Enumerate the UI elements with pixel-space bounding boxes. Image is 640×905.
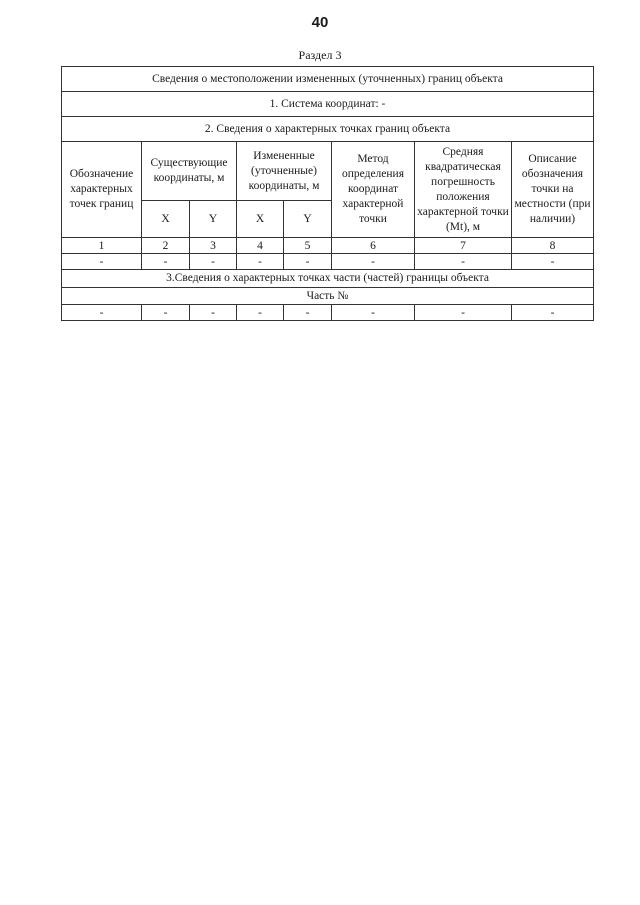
page-number: 40 <box>311 14 329 31</box>
part-label: Часть № <box>62 288 594 305</box>
header-description: Описание обозначения точки на местности (при наличии) <box>512 142 594 238</box>
table-title: Сведения о местоположении измененных (уточненных) границ объекта <box>62 67 594 92</box>
table-cell: - <box>512 305 594 321</box>
header-point-designation: Обозначение характерных точек границ <box>62 142 142 238</box>
table-cell: - <box>190 305 237 321</box>
column-number: 8 <box>512 238 594 254</box>
column-number: 5 <box>284 238 332 254</box>
header-existing-x: X <box>142 201 190 238</box>
header-existing-coords: Существующие координаты, м <box>142 142 237 201</box>
table-cell: - <box>332 305 415 321</box>
header-changed-x: X <box>237 201 284 238</box>
column-number: 7 <box>415 238 512 254</box>
section-label: Раздел 3 <box>298 48 342 62</box>
table-cell: - <box>237 305 284 321</box>
parts-section-header: 3.Сведения о характерных точках части (частей) границы объекта <box>62 270 594 288</box>
table-cell: - <box>332 254 415 270</box>
table-cell: - <box>62 254 142 270</box>
table-cell: - <box>512 254 594 270</box>
header-method: Метод определения координат характерной точки <box>332 142 415 238</box>
table-cell: - <box>62 305 142 321</box>
boundary-table <box>61 66 594 321</box>
table-cell: - <box>237 254 284 270</box>
column-number: 1 <box>62 238 142 254</box>
table-cell: - <box>415 254 512 270</box>
table-cell: - <box>284 305 332 321</box>
column-number: 2 <box>142 238 190 254</box>
table-row <box>62 254 594 270</box>
column-number: 6 <box>332 238 415 254</box>
points-section-header: 2. Сведения о характерных точках границ объекта <box>62 117 594 142</box>
column-number: 4 <box>237 238 284 254</box>
table-cell: - <box>190 254 237 270</box>
column-numbers-row <box>62 238 594 254</box>
table-cell: - <box>142 305 190 321</box>
table-row <box>62 305 594 321</box>
table-cell: - <box>142 254 190 270</box>
table-cell: - <box>415 305 512 321</box>
header-error: Средняя квадратическая погрешность положения характерной точки (Mt), м <box>415 142 512 238</box>
header-changed-coords: Измененные (уточненные) координаты, м <box>237 142 332 201</box>
coordinate-system: 1. Система координат: - <box>62 92 594 117</box>
column-number: 3 <box>190 238 237 254</box>
table-cell: - <box>284 254 332 270</box>
header-existing-y: Y <box>190 201 237 238</box>
header-changed-y: Y <box>284 201 332 238</box>
